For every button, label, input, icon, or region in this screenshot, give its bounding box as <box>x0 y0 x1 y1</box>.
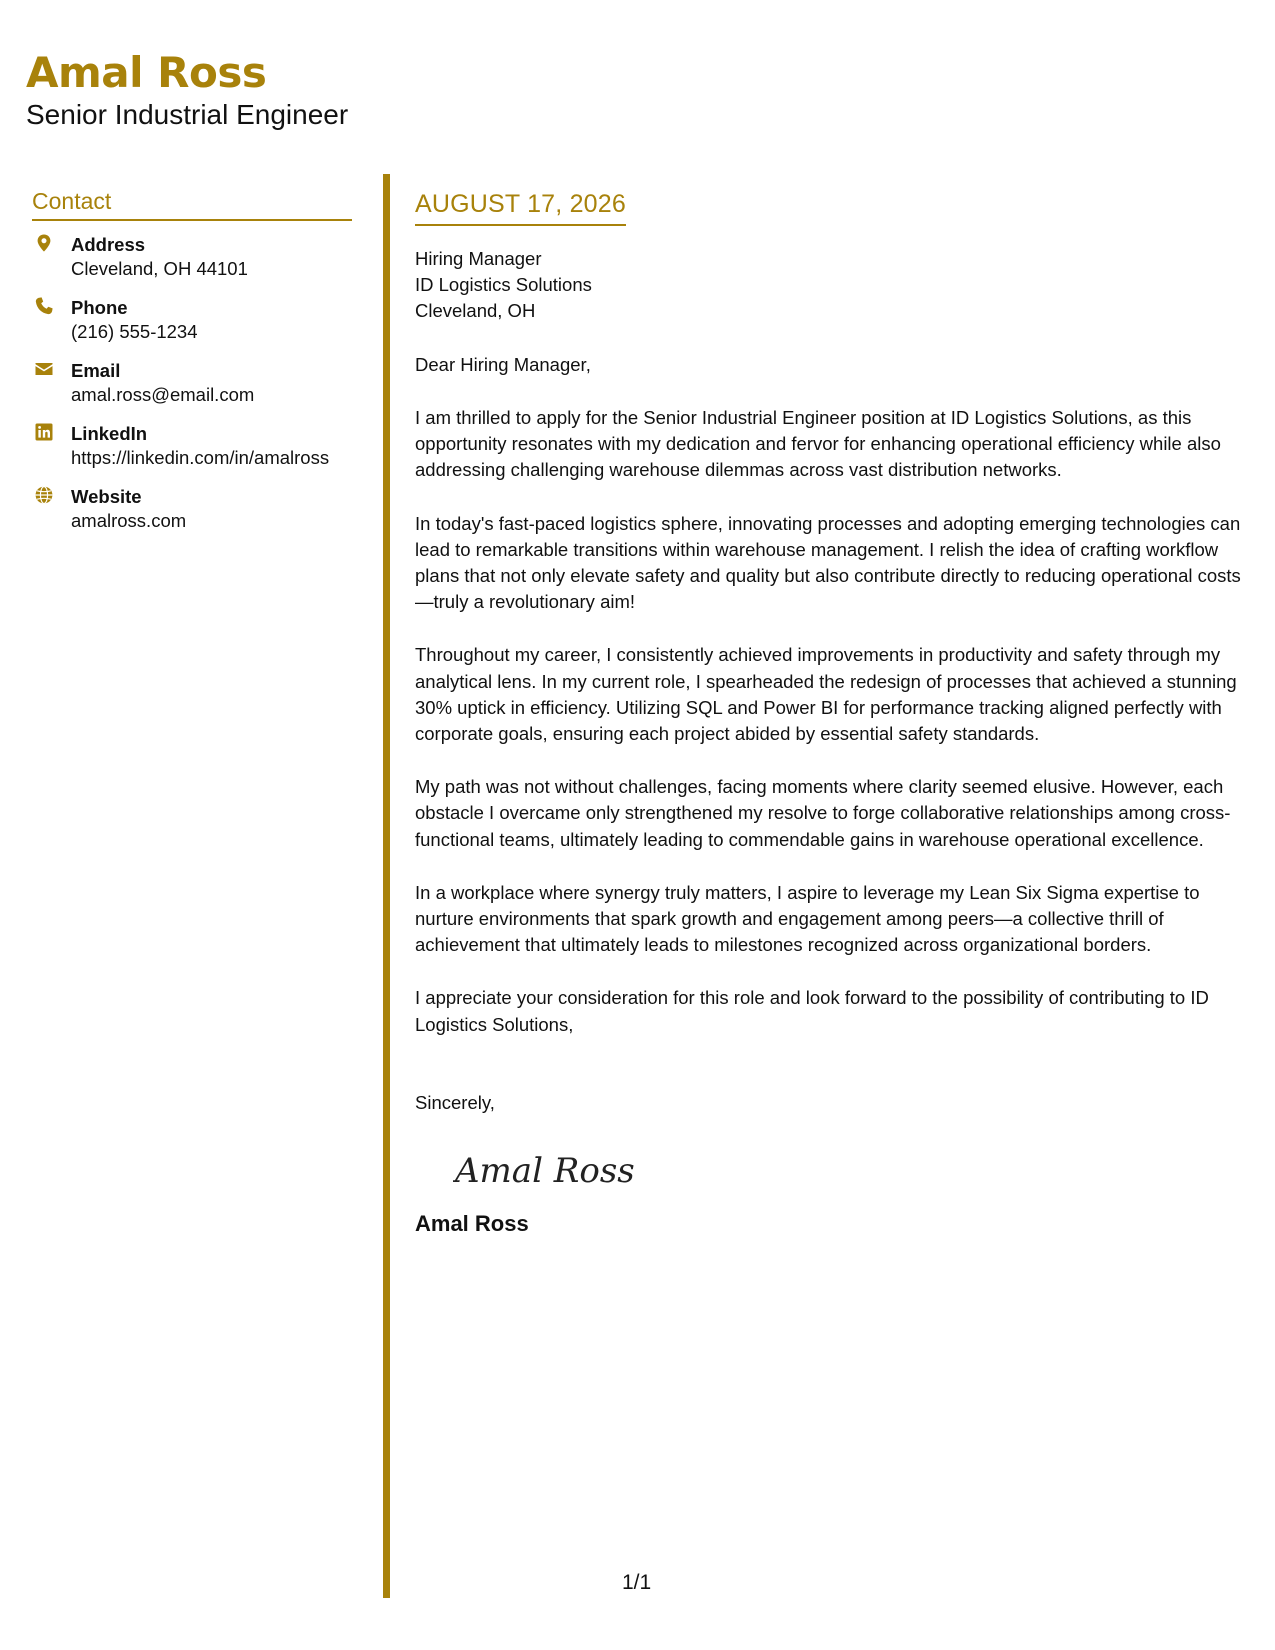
signature-text: Amal Ross <box>455 1150 635 1191</box>
map-pin-icon <box>34 233 54 253</box>
letter-body <box>415 190 1255 1238</box>
salutation: Dear Hiring Manager, <box>415 354 591 375</box>
linkedin-icon <box>34 422 54 442</box>
vertical-divider <box>383 174 390 1598</box>
letter-header <box>26 48 348 132</box>
globe-icon <box>34 485 54 505</box>
letter-paragraph: Throughout my career, I consistently achieved improvements in productivity and safety through my analytical lens. In my current role, I spearheaded the redesign of processes that achieved a stunning 30% uptick in efficiency. Utilizing SQL and Power BI for performance tracking aligned perfectly with corporate goals, ensuring each project abided by essential safety standards. <box>415 644 1237 745</box>
page-number: 1/1 <box>622 1571 652 1594</box>
recipient-line: ID Logistics Solutions <box>415 274 592 295</box>
envelope-icon <box>34 359 54 379</box>
contact-item-email <box>32 359 352 422</box>
recipient-block <box>415 246 1255 324</box>
contact-label: Email <box>71 360 121 381</box>
letter-paragraph: In today's fast-paced logistics sphere, innovating processes and adopting emerging technologies can lead to remarkable transitions within warehouse management. I relish the idea of crafting workflow plans that not only elevate safety and quality but also contribute directly to reducing operational costs—truly a revolutionary aim! <box>415 512 1241 613</box>
letter-date: AUGUST 17, 2026 <box>415 190 626 226</box>
contact-item-linkedin <box>32 422 352 485</box>
recipient-line: Cleveland, OH <box>415 300 536 321</box>
phone-icon <box>34 296 54 316</box>
contact-label: Phone <box>71 297 128 318</box>
letter-paragraph: My path was not without challenges, facing moments where clarity seemed elusive. However, each obstacle I overcame only strengthened my resolve to forge collaborative relationships among cross-functional teams, ultimately leading to commendable gains in warehouse operational excellence. <box>415 776 1231 850</box>
contact-item-address <box>32 233 352 296</box>
phone-value: (216) 555-1234 <box>71 321 198 342</box>
address-value: Cleveland, OH 44101 <box>71 258 248 279</box>
contact-item-website <box>32 485 352 548</box>
letter-paragraph: I appreciate your consideration for this role and look forward to the possibility of contributing to ID Logistics Solutions, <box>415 987 1209 1035</box>
applicant-title: Senior Industrial Engineer <box>26 99 349 130</box>
recipient-line: Hiring Manager <box>415 248 542 269</box>
contact-label: LinkedIn <box>71 423 148 444</box>
applicant-name: Amal Ross <box>26 48 267 97</box>
contact-sidebar <box>32 188 352 548</box>
letter-paragraph: I am thrilled to apply for the Senior Industrial Engineer position at ID Logistics Solutions, as this opportunity resonates with my dedication and fervor for enhancing operational efficiency while also addressing challenging warehouse dilemmas across vast distribution networks. <box>415 407 1221 481</box>
handwritten-signature <box>453 1146 1255 1196</box>
email-value: amal.ross@email.com <box>71 384 255 405</box>
contact-heading: Contact <box>32 188 352 221</box>
closing: Sincerely, <box>415 1091 495 1113</box>
contact-item-phone <box>32 296 352 359</box>
signer-name: Amal Ross <box>415 1210 529 1236</box>
contact-label: Address <box>71 234 146 255</box>
letter-paragraph: In a workplace where synergy truly matters, I aspire to leverage my Lean Six Sigma expertise to nurture environments that spark growth and engagement among peers—a collective thrill of achievement that ultimately leads to milestones recognized across organizational borders. <box>415 881 1200 956</box>
website-link[interactable]: amalross.com <box>71 510 187 531</box>
linkedin-link[interactable]: https://linkedin.com/in/amalross <box>71 447 330 468</box>
contact-label: Website <box>71 486 142 507</box>
